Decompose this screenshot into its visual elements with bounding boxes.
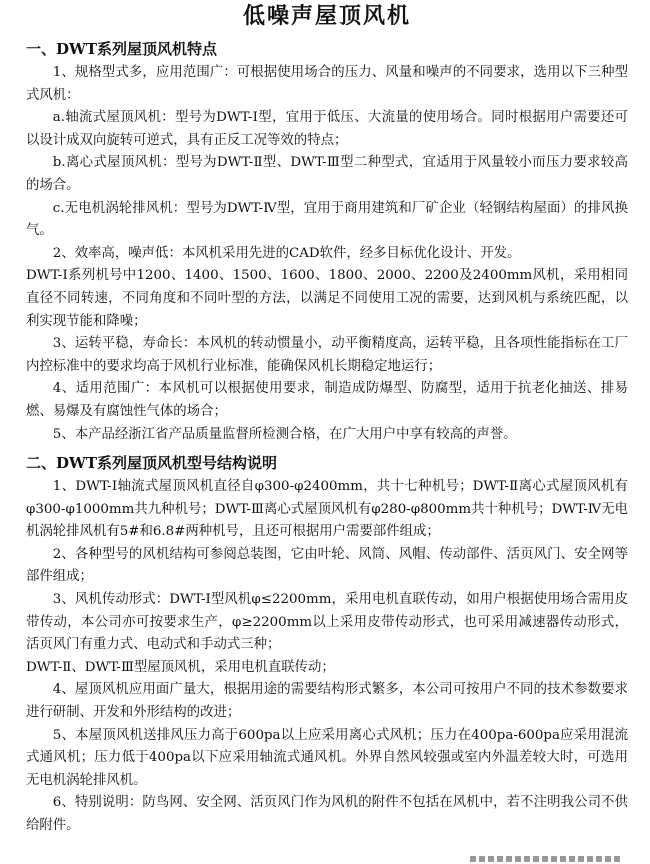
- paragraph: 4、适用范围广：本风机可以根据使用要求，制造成防爆型、防腐型，适用于抗老化抽送、排易燃、易爆及有腐蚀性气体的场合；: [26, 381, 628, 419]
- section-heading-features: 一、DWT系列屋顶风机特点: [26, 40, 218, 58]
- paragraph: DWT-Ⅰ系列机号中1200、1400、1500、1600、1800、2000、2200及2400mm风机，采用相同直径不同转速，不同角度和不同叶型的方法，以满足不同使用工况的需要，达到风机与系统匹配，以利实现节能和降噪；: [26, 268, 628, 329]
- paragraph: 3、运转平稳，寿命长：本风机的转动惯量小，动平衡精度高，运转平稳，且各项性能指标在工厂内控标准中的要求均高于风机行业标准，能确保风机长期稳定地运行；: [26, 336, 628, 374]
- footer-mark: [470, 856, 620, 862]
- paragraph: b.离心式屋顶风机：型号为DWT-Ⅱ型、DWT-Ⅲ型二种型式，宜适用于风量较小而压力要求较高的场合。: [26, 155, 628, 193]
- paragraph: 1、规格型式多，应用范围广：可根据使用场合的压力、风量和噪声的不同要求，选用以下三种型式风机：: [26, 65, 628, 103]
- paragraph: 4、屋顶风机应用面广量大，根据用途的需要结构形式繁多，本公司可按用户不同的技术参数要求进行研制、开发和外形结构的改进；: [26, 682, 628, 721]
- paragraph: c.无电机涡轮排风机：型号为DWT-Ⅳ型，宜用于商用建筑和厂矿企业（轻钢结构屋面）的排风换气。: [26, 200, 628, 239]
- paragraph: 2、各种型号的风机结构可参阅总装图，它由叶轮、风筒、风帽、传动部件、活页风门、安全网等部件组成；: [26, 546, 628, 585]
- paragraph: 3、风机传动形式：DWT-Ⅰ型风机φ≤2200mm，采用电机直联传动，如用户根据使用场合需用皮带传动，本公司亦可按要求生产，φ≥2200mm以上采用皮带传动形式，也可采用减速器传动形式，活页风门有重力式、电动式和手动式三种；: [26, 592, 628, 653]
- paragraph: 5、本屋顶风机送排风压力高于600pa以上应采用离心式风机；压力在400pa-600pa应采用混流式通风机；压力低于400pa以下应采用轴流式通风机。外界自然风较强或室内外温差较大时，可选用无电机涡轮排风机。: [26, 727, 628, 788]
- section-heading-structure: 二、DWT系列屋顶风机型号结构说明: [26, 454, 278, 473]
- paragraph: DWT-Ⅱ、DWT-Ⅲ型屋顶风机，采用电机直联传动；: [26, 659, 335, 675]
- paragraph: 6、特别说明：防鸟网、安全网、活页风门作为风机的附件不包括在风机中，若不注明我公司不供给附件。: [26, 795, 628, 833]
- document-title: 低噪声屋顶风机: [242, 3, 411, 29]
- paragraph: a.轴流式屋顶风机：型号为DWT-Ⅰ型，宜用于低压、大流量的使用场合。同时根据用户需要还可以设计成双向旋转可逆式，具有正反工况等效的特点；: [26, 110, 628, 148]
- paragraph: 5、本产品经浙江省产品质量监督所检测合格，在广大用户中享有较高的声誉。: [52, 426, 517, 442]
- paragraph: 1、DWT-Ⅰ轴流式屋顶风机直径自φ300-φ2400mm，共十七种机号；DWT-Ⅱ离心式屋顶风机有φ300-φ1000mm共九种机号；DWT-Ⅲ离心式屋顶风机有φ280-φ800mm共十种机号；DWT-Ⅳ无电机涡轮排风机有5#和6.8#两种机号，且还可根据用户需要部件组成；: [26, 479, 628, 540]
- paragraph: 2、效率高，噪声低：本风机采用先进的CAD软件，经多目标优化设计、开发。: [52, 245, 521, 261]
